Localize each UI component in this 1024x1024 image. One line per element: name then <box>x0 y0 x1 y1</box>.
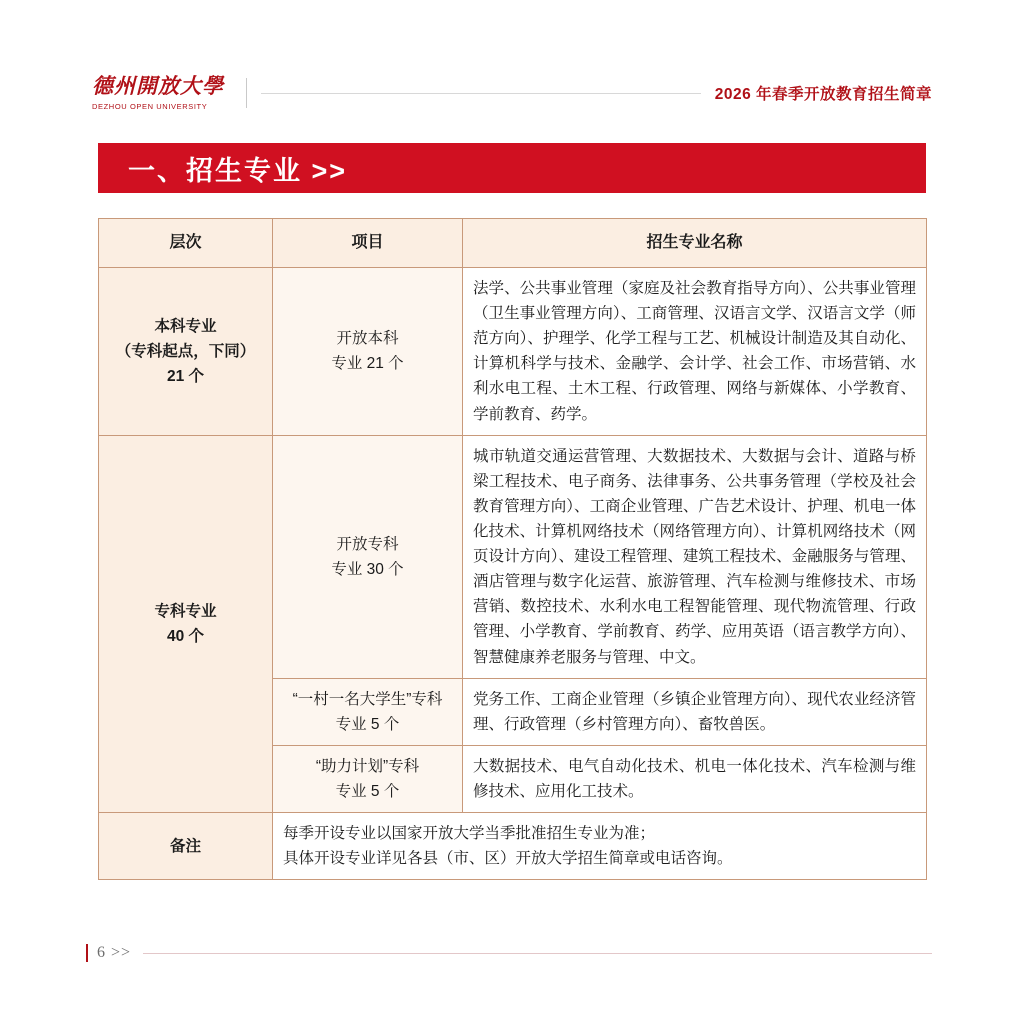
program-open-undergraduate: 开放本科 专业 21 个 <box>273 268 463 436</box>
university-logo <box>92 75 242 110</box>
logo-english-name: DEZHOU OPEN UNIVERSITY <box>92 101 208 111</box>
majors-table <box>98 218 927 880</box>
header-divider <box>246 78 247 108</box>
table-row <box>99 435 927 678</box>
majors-one-village-one-student: 党务工作、工商企业管理（乡镇企业管理方向）、现代农业经济管理、行政管理（乡村管理方向）、畜牧兽医。 <box>463 678 927 745</box>
header-rule-line <box>261 93 701 94</box>
section-title: 一、招生专业 >> <box>128 155 348 186</box>
page-number: 6 >> <box>97 944 132 961</box>
level-undergraduate: 本科专业 （专科起点，下同） 21 个 <box>99 268 273 436</box>
logo-chinese-name: 德州開放大學 <box>92 74 224 99</box>
table-row <box>99 268 927 436</box>
column-header-level: 层次 <box>99 219 273 268</box>
header-title: 2026 年春季开放教育招生简章 <box>714 86 932 103</box>
footer-rule-line <box>143 953 932 954</box>
column-header-names: 招生专业名称 <box>463 219 927 268</box>
program-one-village-one-student: “一村一名大学生”专科 专业 5 个 <box>273 678 463 745</box>
remark-text: 每季开设专业以国家开放大学当季批准招生专业为准； 具体开设专业详见各县（市、区）开放大学招生简章或电话咨询。 <box>273 813 927 880</box>
majors-open-undergraduate: 法学、公共事业管理（家庭及社会教育指导方向）、公共事业管理（卫生事业管理方向）、工商管理、汉语言文学、汉语言文学（师范方向）、护理学、化学工程与工艺、机械设计制造及其自动化、计算机科学与技术、金融学、会计学、社会工作、市场营销、水利水电工程、土木工程、行政管理、网络与新媒体、小学教育、学前教育、药学。 <box>463 268 927 436</box>
majors-assistance-plan: 大数据技术、电气自动化技术、机电一体化技术、汽车检测与维修技术、应用化工技术。 <box>463 745 927 812</box>
program-assistance-plan: “助力计划”专科 专业 5 个 <box>273 745 463 812</box>
level-college: 专科专业 40 个 <box>99 435 273 812</box>
remark-label: 备注 <box>99 813 273 880</box>
column-header-program: 项目 <box>273 219 463 268</box>
footer-accent-bar <box>86 944 88 962</box>
majors-table-wrapper <box>98 218 926 880</box>
program-open-college: 开放专科 专业 30 个 <box>273 435 463 678</box>
page-header <box>92 70 932 116</box>
table-row-remark <box>99 813 927 880</box>
page-footer <box>86 944 932 962</box>
majors-open-college: 城市轨道交通运营管理、大数据技术、大数据与会计、道路与桥梁工程技术、电子商务、法律事务、公共事务管理（学校及社会教育管理方向）、工商企业管理、广告艺术设计、护理、机电一体化技术、计算机网络技术（网络管理方向）、计算机网络技术（网页设计方向）、建设工程管理、建筑工程技术、金融服务与管理、酒店管理与数字化运营、旅游管理、汽车检测与维修技术、市场营销、数控技术、水利水电工程智能管理、现代物流管理、行政管理、小学教育、学前教育、药学、应用英语（语言教学方向）、智慧健康养老服务与管理、中文。 <box>463 435 927 678</box>
section-banner <box>98 143 926 193</box>
table-header-row <box>99 219 927 268</box>
